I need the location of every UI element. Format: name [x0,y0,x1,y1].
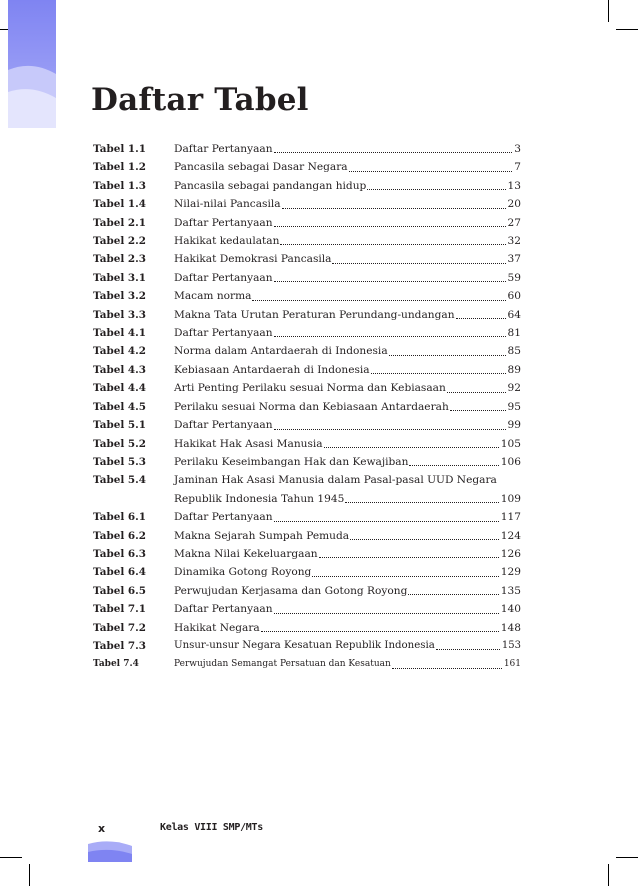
page-ref: 126 [500,547,521,560]
toc-entry [174,140,521,158]
page-number: x [98,822,106,835]
dot-leader [409,465,498,466]
crop-mark [608,0,609,22]
page-ref: 95 [507,400,521,413]
toc-entry [174,324,521,342]
toc-entry [174,306,521,324]
table-title: Perwujudan Semangat Persatuan dan Kesatuan [174,659,391,670]
dot-leader [389,355,506,356]
dot-leader [332,263,505,264]
page-ref: 7 [514,161,521,174]
page-ref: 105 [500,437,521,450]
page-ref: 89 [507,363,521,376]
table-title: Hakikat kedaulatan [174,235,280,248]
toc-entry [174,287,521,305]
table-title: Makna Tata Urutan Peraturan Perundang-undangan [174,308,455,321]
toc-row [93,140,521,158]
dot-leader [274,429,506,430]
crop-mark [608,864,609,886]
table-number: Tabel 1.1 [93,143,146,155]
toc-entry [174,600,521,618]
table-title: Makna Sejarah Sumpah Pemuda [174,529,350,542]
page-ref: 20 [507,198,521,211]
toc-entry [174,545,521,563]
table-number: Tabel 7.2 [93,621,146,634]
toc-row [93,195,521,213]
table-title: Perwujudan Kerjasama dan Gotong Royong [174,584,408,597]
page-ref: 32 [507,235,521,248]
table-title: Pancasila sebagai pandangan hidup [174,179,367,192]
table-title: Norma dalam Antardaerah di Indonesia [174,345,388,358]
table-number: Tabel 7.1 [93,603,146,616]
table-title: Daftar Pertanyaan [174,271,273,284]
page-ref: 81 [507,327,521,340]
dot-leader [450,410,506,411]
table-number: Tabel 6.3 [93,547,146,560]
table-number: Tabel 2.3 [93,253,146,266]
dot-leader [456,318,506,319]
dot-leader [274,521,499,522]
toc-entry [174,342,521,360]
table-number: Tabel 6.4 [93,566,146,579]
table-number: Tabel 6.1 [93,511,146,524]
toc-entry [174,379,521,397]
toc-row [93,269,521,287]
toc-entry [174,453,521,471]
toc-entry [174,563,521,581]
table-number: Tabel 2.2 [93,235,146,248]
page-ref: 148 [500,621,521,634]
toc-row [93,287,521,305]
toc-entry [174,508,521,526]
page-ref: 27 [507,216,521,229]
toc-entry [174,158,521,176]
toc-entry [174,232,521,250]
table-title: Perilaku Keseimbangan Hak dan Kewajiban [174,455,409,468]
table-number: Tabel 4.1 [93,327,146,340]
table-number: Tabel 7.4 [93,659,139,670]
table-number: Tabel 7.3 [93,639,146,652]
toc-row [93,250,521,268]
book-title: Kelas VIII SMP/MTs [160,822,263,833]
toc-row [93,158,521,176]
dot-leader [252,300,505,301]
toc-row [93,600,521,618]
dot-leader [274,281,506,282]
toc-entry [174,177,521,195]
toc-row [93,545,521,563]
toc-entry [174,361,521,379]
table-title: Hakikat Hak Asasi Manusia [174,437,323,450]
dot-leader [274,226,506,227]
dot-leader [280,244,505,245]
toc-row [93,619,521,637]
table-number: Tabel 6.2 [93,529,146,542]
toc-row [93,177,521,195]
table-number: Tabel 2.1 [93,216,146,229]
table-title: Arti Penting Perilaku sesuai Norma dan Kebiasaan [174,382,446,395]
table-number: Tabel 1.2 [93,161,146,174]
page-ref: 85 [507,345,521,358]
page-ref: 109 [500,492,521,505]
table-title: Daftar Pertanyaan [174,419,273,432]
table-title: Nilai-nilai Pancasila [174,198,281,211]
dot-leader [274,152,513,153]
toc-entry [174,398,521,416]
toc-entry [174,655,521,673]
table-number: Tabel 1.4 [93,198,146,211]
table-number: Tabel 1.3 [93,179,146,192]
table-title: Republik Indonesia Tahun 1945 [174,492,345,505]
toc-entry [174,269,521,287]
table-title: Unsur-unsur Negara Kesatuan Republik Indonesia [174,639,435,651]
table-title: Dinamika Gotong Royong [174,566,312,579]
toc-row [93,435,521,453]
table-title: Hakikat Demokrasi Pancasila [174,253,332,266]
toc-entry [174,435,521,453]
table-title: Perilaku sesuai Norma dan Kebiasaan Antardaerah [174,400,449,413]
toc-row [93,324,521,342]
page-ref: 99 [507,419,521,432]
table-number: Tabel 4.2 [93,345,146,358]
table-title: Daftar Pertanyaan [174,143,273,155]
toc-entry [174,619,521,637]
dot-leader [345,502,498,503]
page-ref: 3 [514,143,521,155]
page-ref: 59 [507,271,521,284]
table-title: Daftar Pertanyaan [174,216,273,229]
table-title: Macam norma [174,290,252,303]
page-ref: 13 [507,179,521,192]
toc-entry [174,214,521,232]
crop-mark [0,857,22,858]
table-number: Tabel 5.4 [93,474,146,487]
dot-leader [436,649,500,650]
page-ref: 64 [507,308,521,321]
table-title: Makna Nilai Kekeluargaan [174,547,318,560]
page-ref: 106 [500,455,521,468]
dot-leader [312,576,498,577]
dot-leader [367,189,505,190]
table-title: Daftar Pertanyaan [174,603,273,616]
toc-entry [174,471,521,508]
toc-row [93,655,521,673]
toc-row [93,379,521,397]
table-number: Tabel 3.2 [93,290,146,303]
dot-leader [371,373,506,374]
toc-row [93,342,521,360]
toc-row [93,214,521,232]
page-footer [0,822,638,842]
toc-row [93,232,521,250]
crop-mark [616,857,638,858]
table-number: Tabel 4.4 [93,382,146,395]
toc-row [93,453,521,471]
dot-leader [408,594,498,595]
toc-row [93,471,521,508]
dot-leader [447,392,506,393]
table-title: Daftar Pertanyaan [174,327,273,340]
table-title: Hakikat Negara [174,621,260,634]
table-list [93,140,521,674]
table-title-line: Jaminan Hak Asasi Manusia dalam Pasal-pasal UUD Negara [174,474,497,487]
page-ref: 161 [503,659,521,670]
toc-row [93,637,521,655]
table-number: Tabel 5.3 [93,455,146,468]
crop-mark [29,864,30,886]
toc-row [93,527,521,545]
table-number: Tabel 4.5 [93,400,146,413]
crop-mark [616,29,638,30]
dot-leader [392,668,502,669]
dot-leader [349,171,513,172]
dot-leader [274,336,506,337]
table-number: Tabel 6.5 [93,584,146,597]
toc-entry [174,637,521,655]
page-ref: 135 [500,584,521,597]
table-number: Tabel 3.1 [93,271,146,284]
toc-entry [174,416,521,434]
toc-row [93,416,521,434]
toc-row [93,398,521,416]
table-title: Pancasila sebagai Dasar Negara [174,161,348,174]
page-ref: 124 [500,529,521,542]
page-ref: 37 [507,253,521,266]
table-title: Daftar Pertanyaan [174,511,273,524]
toc-row [93,306,521,324]
table-number: Tabel 3.3 [93,308,146,321]
dot-leader [261,631,499,632]
dot-leader [324,447,499,448]
dot-leader [350,539,499,540]
dot-leader [282,208,506,209]
page-ref: 92 [507,382,521,395]
toc-entry [174,582,521,600]
toc-entry [174,527,521,545]
table-title: Kebiasaan Antardaerah di Indonesia [174,363,370,376]
toc-entry [174,195,521,213]
page-ref: 153 [501,639,521,651]
toc-row [93,508,521,526]
table-number: Tabel 5.2 [93,437,146,450]
toc-entry [174,250,521,268]
toc-row [93,582,521,600]
decorative-tab [8,0,56,128]
page-ref: 140 [500,603,521,616]
page-ref: 129 [500,566,521,579]
table-number: Tabel 5.1 [93,419,146,432]
page-ref: 117 [500,511,521,524]
page-ref: 60 [507,290,521,303]
page-title: Daftar Tabel [91,82,309,118]
toc-row [93,563,521,581]
table-number: Tabel 4.3 [93,363,146,376]
dot-leader [319,557,499,558]
toc-row [93,361,521,379]
dot-leader [274,613,499,614]
